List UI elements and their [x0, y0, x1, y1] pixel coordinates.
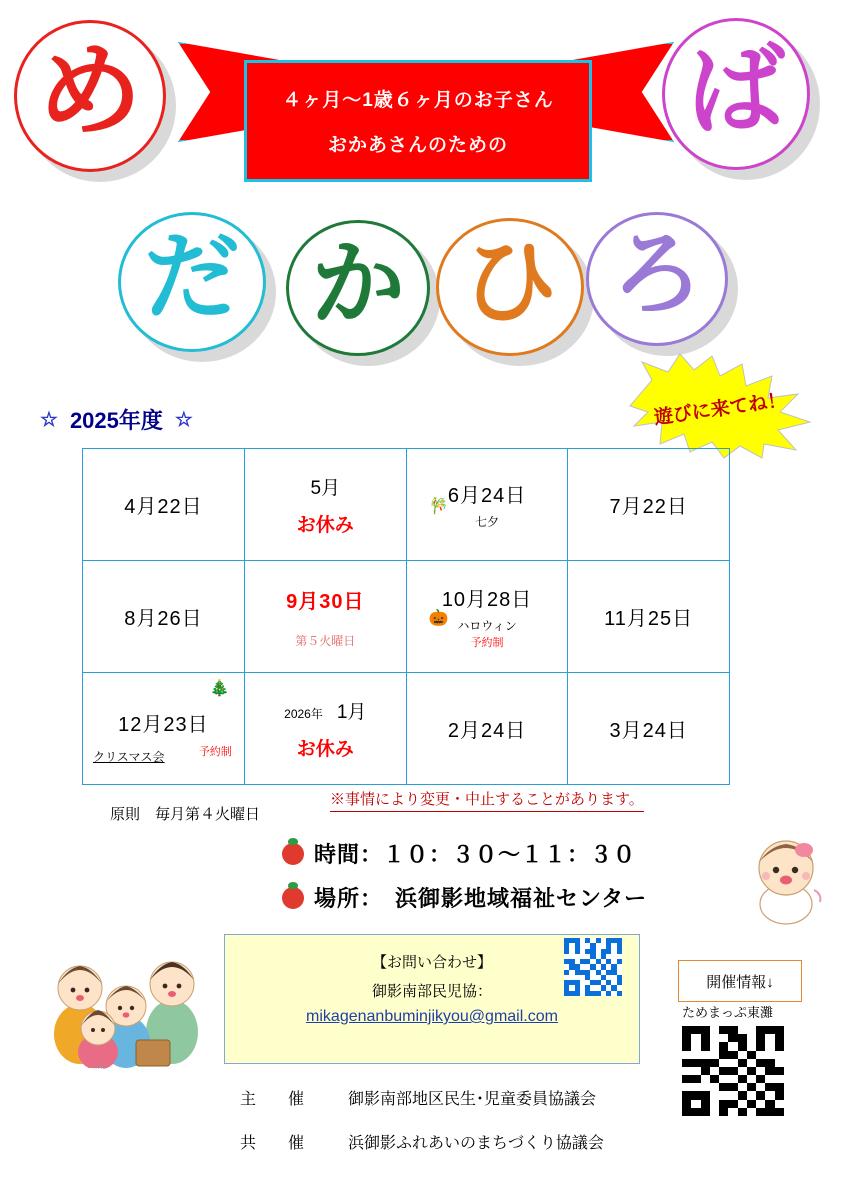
tanabata-icon: 🎋: [428, 498, 449, 515]
cell-event-name: 七夕: [475, 515, 500, 529]
table-row: [83, 673, 730, 785]
cell-date: 7月22日: [609, 496, 688, 518]
title-bubble-hi: [436, 218, 584, 356]
title-char: か: [310, 231, 405, 336]
cell-event-name: ハロウィン: [457, 619, 517, 633]
title-char: め: [37, 34, 142, 150]
tamemap-qr-code[interactable]: [678, 1022, 788, 1120]
table-cell: [568, 449, 730, 561]
illustration-credit: ⒸAC: [92, 1065, 107, 1071]
place-label: 場所： 浜御影地域福祉センター: [314, 886, 648, 911]
title-bubble-ba: [662, 18, 810, 170]
contact-org: 御影南部民児協：: [371, 983, 492, 1000]
title-bubble-da: [118, 212, 266, 352]
schedule-table: [82, 448, 730, 785]
table-cell: [406, 561, 568, 673]
cell-date: 12月23日: [118, 714, 209, 736]
cosponsor-label: 共 催: [240, 1135, 313, 1152]
starburst-text: 遊びに来てね！: [652, 389, 788, 430]
title-char: ば: [686, 35, 785, 145]
table-cell: [244, 449, 406, 561]
table-cell: [406, 673, 568, 785]
year-label: 2025年度: [69, 408, 163, 433]
table-cell: [568, 561, 730, 673]
ribbon-banner: [178, 28, 670, 208]
family-illustration: [40, 936, 216, 1068]
year-heading: [40, 404, 193, 435]
ribbon-line-2: おかあさんのための: [327, 135, 508, 156]
principle-note: 原則 毎月第４火曜日: [110, 806, 261, 823]
contact-email[interactable]: mikagenanbuminjikyou@gmail.com: [306, 1008, 558, 1025]
star-icon: ☆: [174, 409, 193, 431]
cell-note: 第５火曜日: [295, 633, 356, 648]
baby-illustration: [742, 832, 828, 928]
organizer-label: 主 催: [240, 1091, 313, 1108]
tomato-icon: [282, 887, 304, 909]
event-info-label: 開催情報↓: [706, 973, 774, 991]
christmas-tree-icon: 🎄: [209, 680, 230, 697]
cell-date: 8月26日: [124, 608, 203, 630]
cell-date: 11月25日: [604, 608, 694, 630]
table-cell: [406, 449, 568, 561]
table-row: [83, 561, 730, 673]
cell-event-name: クリスマス会: [93, 750, 165, 764]
cell-date: 9月30日: [286, 590, 365, 613]
place-info: [282, 882, 647, 913]
ribbon-center: [244, 60, 592, 182]
table-cell: [244, 673, 406, 785]
tomato-icon: [282, 843, 304, 865]
cell-date: 5月: [310, 477, 341, 499]
cell-reservation-note: 予約制: [198, 746, 232, 758]
star-icon: ☆: [40, 409, 58, 431]
table-cell: [244, 561, 406, 673]
cell-note: お休み: [296, 514, 354, 536]
table-cell: [568, 673, 730, 785]
cell-date: 10月28日: [441, 589, 533, 611]
cell-date: 2月24日: [447, 720, 527, 742]
title-bubble-me: [14, 20, 166, 172]
time-label: 時間：１０：３０～１１：３０: [314, 842, 637, 867]
cell-date: 6月24日: [447, 485, 527, 507]
halloween-pumpkin-icon: 🎃: [428, 610, 449, 627]
caution-note: ※事情により変更・中止することがあります。: [330, 788, 644, 812]
table-cell: [83, 449, 245, 561]
tamemap-label: ためまっぷ東灘: [682, 1005, 774, 1020]
cell-note: お休み: [296, 738, 354, 760]
event-info-box: [678, 960, 802, 1002]
table-cell: [83, 673, 245, 785]
title-bubble-ka: [286, 220, 430, 356]
title-bubble-ro: [586, 212, 728, 346]
cell-year-label: 2026年: [284, 706, 323, 721]
cosponsor-value: 浜御影ふれあいのまちづくり協議会: [348, 1135, 604, 1152]
contact-qr-code[interactable]: [564, 938, 622, 996]
table-cell: [83, 561, 245, 673]
time-info: [282, 838, 636, 869]
title-char: ろ: [610, 224, 703, 326]
organizer-value: 御影南部地区民生･児童委員協議会: [348, 1091, 597, 1108]
title-char: ひ: [462, 229, 558, 336]
organizer-row: [240, 1086, 596, 1109]
cell-date: 4月22日: [124, 496, 203, 518]
cell-date: 3月24日: [609, 720, 688, 742]
title-char: だ: [144, 224, 240, 331]
cosponsor-row: [240, 1130, 604, 1153]
ribbon-line-1: ４ヶ月～1歳６ヶ月のお子さん: [282, 90, 554, 111]
contact-heading: 【お問い合わせ】: [371, 954, 492, 971]
poster-title-area: [0, 0, 848, 360]
cell-date: 1月: [336, 701, 367, 723]
starburst-badge: [620, 350, 820, 460]
cell-reservation-note: 予約制: [470, 637, 504, 649]
table-row: [83, 449, 730, 561]
